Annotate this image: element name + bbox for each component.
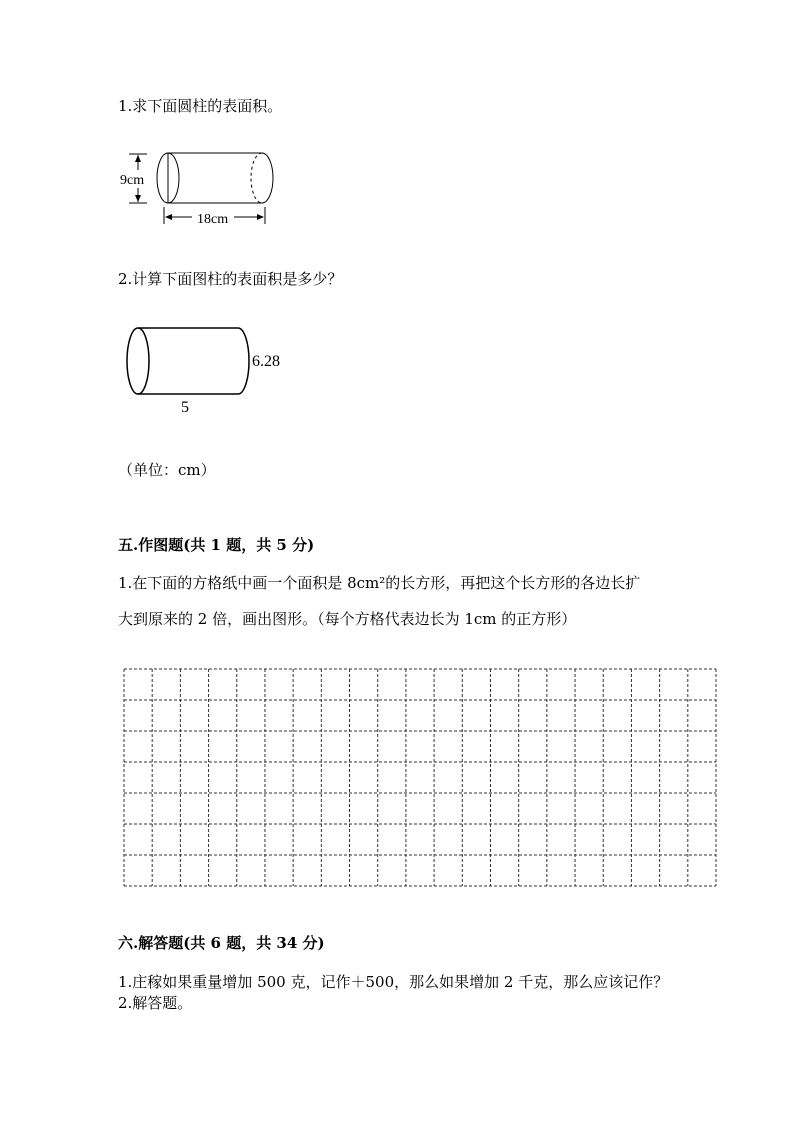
cylinder-figure-2 bbox=[118, 320, 298, 420]
unit-note: （单位：cm） bbox=[118, 461, 216, 479]
height-label: 9cm bbox=[120, 173, 145, 188]
square-grid bbox=[122, 667, 718, 889]
question-1-text: 1.求下面圆柱的表面积。 bbox=[118, 97, 283, 115]
length-label: 18cm bbox=[197, 212, 229, 227]
section-6-title: 六.解答题(共 6 题，共 34 分) bbox=[118, 934, 325, 952]
section-5-q1-line2: 大到原来的 2 倍，画出图形。（每个方格代表边长为 1cm 的正方形） bbox=[118, 610, 577, 628]
section-5-q1-line1: 1.在下面的方格纸中画一个面积是 8cm²的长方形，再把这个长方形的各边长扩 bbox=[118, 574, 641, 592]
section-6-q2: 2.解答题。 bbox=[118, 994, 193, 1012]
question-2-text: 2.计算下面图柱的表面积是多少？ bbox=[118, 270, 343, 288]
section-5-title: 五.作图题(共 1 题，共 5 分) bbox=[118, 536, 315, 554]
bottom-label: 5 bbox=[181, 399, 189, 416]
cylinder-figure-1 bbox=[118, 145, 280, 227]
side-label: 6.28 bbox=[252, 353, 280, 370]
section-6-q1: 1.庄稼如果重量增加 500 克，记作＋500，那么如果增加 2 千克，那么应该记作？ bbox=[118, 973, 669, 991]
